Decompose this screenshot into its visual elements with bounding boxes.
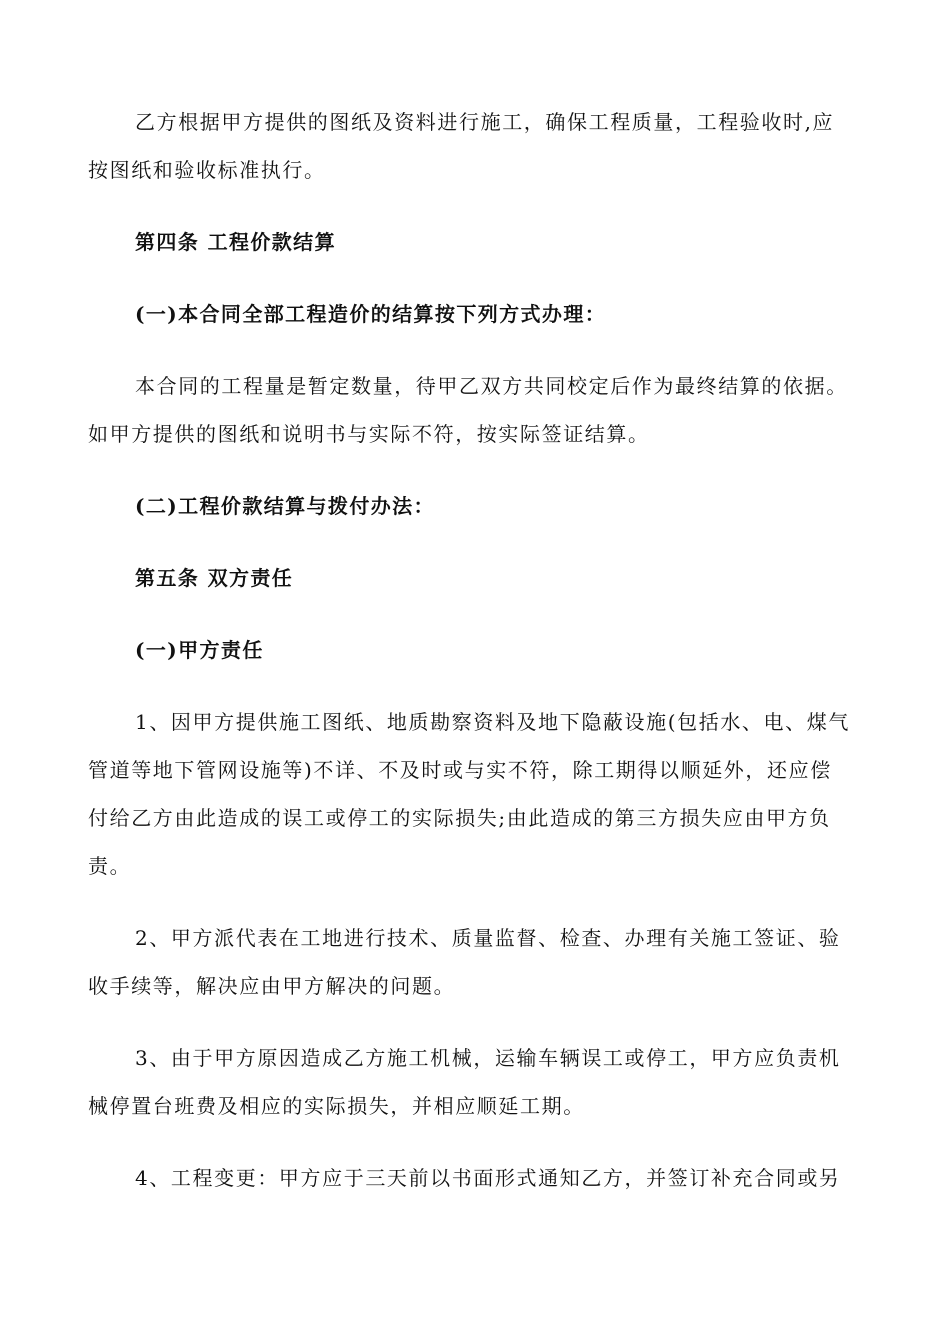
payment-method-subheading: (二)工程价款结算与拨付办法： — [135, 494, 435, 518]
party-a-responsibility-subheading: (一)甲方责任 — [135, 638, 264, 662]
item-2-line-2: 收手续等，解决应由甲方解决的问题。 — [88, 974, 456, 998]
paragraph-quantities-line-2: 如甲方提供的图纸和说明书与实际不符，按实际签证结算。 — [88, 422, 650, 446]
item-4-line-1: 4、工程变更：甲方应于三天前以书面形式通知乙方，并签订补充合同或另 — [135, 1166, 841, 1190]
settlement-method-subheading: (一)本合同全部工程造价的结算按下列方式办理： — [135, 302, 607, 326]
paragraph-construction-basis-line-2: 按图纸和验收标准执行。 — [88, 158, 326, 182]
item-1-line-2: 管道等地下管网设施等)不详、不及时或与实不符，除工期得以顺延外，还应偿 — [88, 758, 832, 782]
item-3-line-1: 3、由于甲方原因造成乙方施工机械，运输车辆误工或停工，甲方应负责机 — [135, 1046, 841, 1070]
item-1-line-4: 责。 — [88, 854, 132, 878]
paragraph-construction-basis-line-1: 乙方根据甲方提供的图纸及资料进行施工，确保工程质量，工程验收时,应 — [135, 110, 835, 134]
item-3-line-2: 械停置台班费及相应的实际损失，并相应顺延工期。 — [88, 1094, 585, 1118]
article-5-heading: 第五条 双方责任 — [135, 566, 294, 590]
item-2-line-1: 2、甲方派代表在工地进行技术、质量监督、检查、办理有关施工签证、验 — [135, 926, 841, 950]
item-1-line-3: 付给乙方由此造成的误工或停工的实际损失;由此造成的第三方损失应由甲方负 — [88, 806, 831, 830]
paragraph-quantities-line-1: 本合同的工程量是暂定数量，待甲乙双方共同校定后作为最终结算的依据。 — [135, 374, 848, 398]
item-1-line-1: 1、因甲方提供施工图纸、地质勘察资料及地下隐蔽设施(包括水、电、煤气 — [135, 710, 850, 734]
article-4-heading: 第四条 工程价款结算 — [135, 230, 336, 254]
